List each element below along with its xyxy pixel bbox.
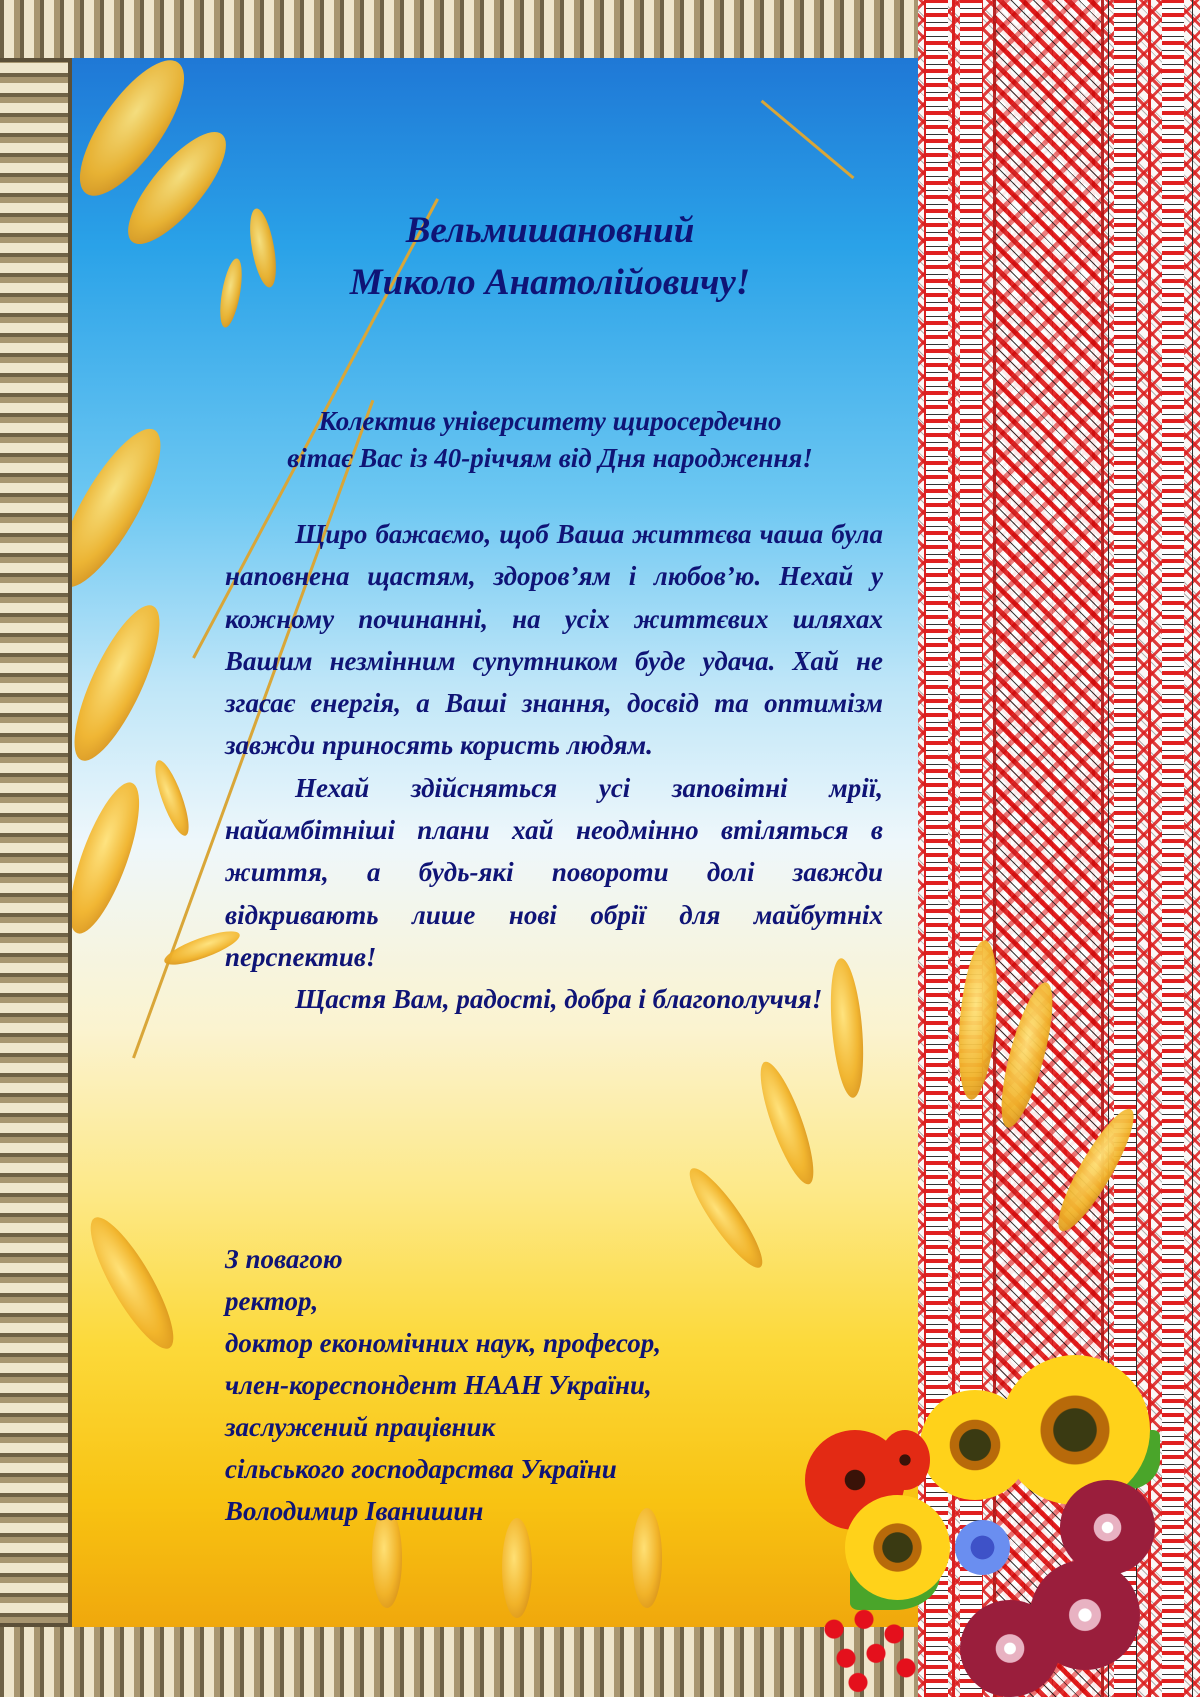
title-line: Миколо Анатолійовичу! [349,262,751,303]
title-line: Вельмишановний [405,210,695,251]
signature-line: доктор економічних наук, професор, [225,1328,661,1358]
signature-line: ректор, [225,1286,319,1316]
intro-text [220,403,880,477]
signature-line: член-кореспондент НААН України, [225,1370,652,1400]
signature-block [225,1238,661,1532]
greeting-title [230,205,870,309]
body-paragraph: Щиро бажаємо, щоб Ваша життєва чаша була наповнена щастям, здоров’ям і любов’ю. Нехай у кожному починанні, на усіх життєвих шляхах Вашим незмінним супутником буде удача. Хай не згасає енергія, а Ваші знання, досвід та оптимізм завжди приносять користь людям. [225,519,883,761]
signature-name: Володимир Іванишин [225,1496,484,1526]
intro-line: вітає Вас із 40-річчям від Дня народження! [287,443,813,473]
signature-line: сільського господарства України [225,1454,617,1484]
body-paragraph: Щастя Вам, радості, добра і благополуччя! [295,984,823,1015]
signature-line: заслужений працівник [225,1412,496,1442]
signature-line: З повагою [225,1244,343,1274]
letter-body [225,513,883,1021]
body-paragraph: Нехай здійсняться усі заповітні мрії, найамбітніші плани хай неодмінно втіляться в життя, а будь-які повороти долі завжди відкривають лише нові обрії для майбутніх перспектив! [225,772,883,972]
intro-line: Колектив університету щиросердечно [318,406,782,436]
